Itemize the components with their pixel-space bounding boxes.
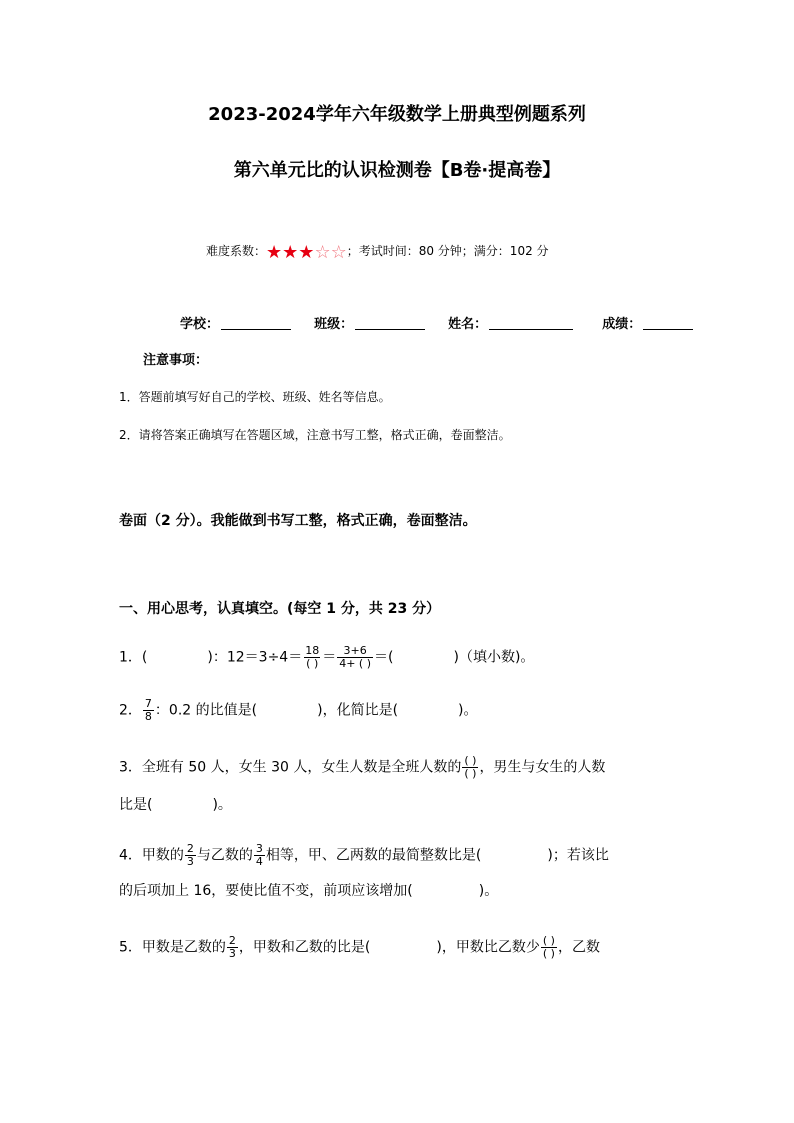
fraction: $\frac{18}{( )}$ [305,644,320,670]
question-1: 1．( )：12＝3÷4＝ $\frac{18}{( )}$ ＝ $\frac{3+6}{4+ ( )}$ ＝( )（填小数)。 [119,644,535,670]
score-label: 成绩： [602,317,642,332]
name-field[interactable] [489,316,573,330]
student-info-row [180,313,693,332]
score-field[interactable] [643,316,693,330]
question-5: 5．甲数是乙数的 $\frac{2}{3}$ ，甲数和乙数的比是( )，甲数比乙数少 $\frac{( )}{( )}$ ，乙数 [119,934,600,960]
name-label: 姓名： [448,317,488,332]
question-2: 2． $\frac{7}{8}$ ：0.2 的比值是( )，化简比是( )。 [119,697,478,723]
star-filled-icon: ★ [298,242,315,263]
question-3-line-2: 比是( )。 [119,797,232,813]
school-field[interactable] [221,316,291,330]
difficulty-label: 难度系数： [206,244,267,258]
notice-item: 2．请将答案正确填写在答题区域，注意书写工整，格式正确，卷面整洁。 [119,428,511,442]
question-4: 4．甲数的 $\frac{2}{3}$ 与乙数的 $\frac{3}{4}$ 相等，甲、乙两数的最简整数比是( )；若该比 [119,842,609,868]
fraction: $\frac{2}{3}$ [228,934,236,960]
school-label: 学校： [180,317,220,332]
star-empty-icon: ☆ [314,242,331,263]
paper-title: 2023-2024学年六年级数学上册典型例题系列 [208,104,586,125]
notice-item: 1．答题前填写好自己的学校、班级、姓名等信息。 [119,390,391,404]
exam-info: ；考试时间：80 分钟；满分：102 分 [346,244,549,258]
neatness-statement: 卷面（2 分）。我能做到书写工整，格式正确，卷面整洁。 [119,513,477,529]
fraction: $\frac{7}{8}$ [144,697,152,723]
fraction: $\frac{2}{3}$ [186,842,194,868]
fraction-blank[interactable]: $\frac{( )}{( )}$ [542,934,555,960]
question-4-line-2: 的后项加上 16，要使比值不变，前项应该增加( )。 [119,883,499,899]
question-3: 3．全班有 50 人，女生 30 人，女生人数是全班人数的 $\frac{( )}{( )}$ ，男生与女生的人数 [119,754,606,780]
star-filled-icon: ★ [266,242,283,263]
paper-subtitle: 第六单元比的认识检测卷【B卷·提高卷】 [233,160,561,181]
difficulty-stars [266,242,347,263]
difficulty-line [206,242,549,262]
fraction-blank[interactable]: $\frac{( )}{( )}$ [464,754,477,780]
star-filled-icon: ★ [282,242,299,263]
star-empty-icon: ☆ [330,242,347,263]
fraction: $\frac{3+6}{4+ ( )}$ [339,644,372,670]
section-1-title: 一、用心思考，认真填空。(每空 1 分，共 23 分） [119,601,441,617]
fraction: $\frac{3}{4}$ [255,842,263,868]
class-label: 班级： [314,317,354,332]
notice-title: 注意事项： [143,353,209,368]
class-field[interactable] [355,316,425,330]
